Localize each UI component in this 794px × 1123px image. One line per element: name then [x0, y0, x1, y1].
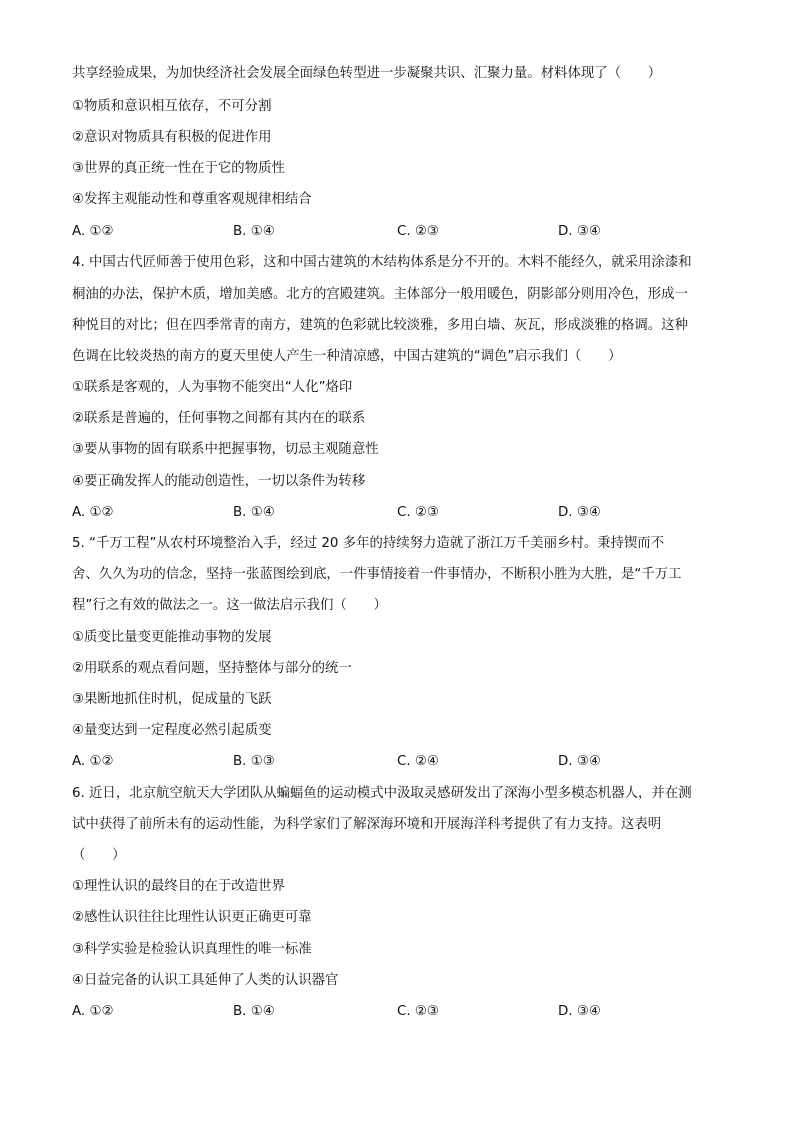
q6-options: [72, 1002, 732, 1022]
q3-item-1: ①物质和意识相互依存，不可分割: [72, 99, 272, 114]
q3-option-b: B. ①④: [233, 224, 275, 239]
q6-item-2: ②感性认识往往比理性认识更正确更可靠: [72, 910, 312, 925]
q3-item-2: ②意识对物质具有积极的促进作用: [72, 130, 272, 145]
q5-option-d: D. ③④: [558, 754, 601, 769]
q5-option-a: A. ①②: [72, 754, 114, 769]
q5-stem-line-2: 舍、久久为功的信念，坚持一张蓝图绘到底，一件事情接着一件事情办，不断积小胜为大胜，是“千万工: [72, 567, 682, 582]
q5-option-b: B. ①③: [233, 754, 275, 769]
q5-stem-line-1: 5. “千万工程”从农村环境整治入手，经过 20 多年的持续努力造就了浙江万千美丽乡村。秉持锲而不: [72, 536, 665, 551]
q3-option-a: A. ①②: [72, 224, 114, 239]
q6-item-3: ③科学实验是检验认识真理性的唯一标准: [72, 942, 312, 957]
q4-option-a: A. ①②: [72, 505, 114, 520]
q6-option-a: A. ①②: [72, 1004, 114, 1019]
q4-item-2: ②联系是普遍的，任何事物之间都有其内在的联系: [72, 411, 366, 426]
q5-option-c: C. ②④: [397, 754, 439, 769]
q5-stem-line-3: 程”行之有效的做法之一。这一做法启示我们（ ）: [72, 598, 387, 613]
q5-item-4: ④量变达到一定程度必然引起质变: [72, 723, 272, 738]
q4-item-1: ①联系是客观的，人为事物不能突出“人化”烙印: [72, 380, 353, 395]
q3-stem: 共享经验成果，为加快经济社会发展全面绿色转型进一步凝聚共识、汇聚力量。材料体现了（ ）: [72, 66, 662, 81]
q4-item-4: ④要正确发挥人的能动创造性，一切以条件为转移: [72, 474, 366, 489]
q4-stem-line-1: 4. 中国古代匠师善于使用色彩，这和中国古建筑的木结构体系是分不开的。木料不能经久，就采用涂漆和: [72, 255, 692, 270]
q6-stem-line-1: 6. 近日，北京航空航天大学团队从蝙蝠鱼的运动模式中汲取灵感研发出了深海小型多模态机器人，并在测: [72, 786, 692, 801]
q3-option-d: D. ③④: [558, 224, 601, 239]
q4-stem-line-2: 桐油的办法，保护木质，增加美感。北方的宫殿建筑。主体部分一般用暖色，阴影部分则用冷色，形成一: [72, 287, 688, 302]
q5-options: [72, 752, 732, 772]
q3-options: [72, 222, 732, 242]
q4-option-b: B. ①④: [233, 505, 275, 520]
q6-item-1: ①理性认识的最终目的在于改造世界: [72, 879, 285, 894]
q5-item-3: ③果断地抓住时机，促成量的飞跃: [72, 692, 272, 707]
q4-options: [72, 503, 732, 523]
q5-item-2: ②用联系的观点看问题，坚持整体与部分的统一: [72, 661, 352, 676]
q3-item-4: ④发挥主观能动性和尊重客观规律相结合: [72, 192, 312, 207]
q6-stem-line-2: 试中获得了前所未有的运动性能，为科学家们了解深海环境和开展海洋科考提供了有力支持。这表明: [72, 817, 662, 832]
q6-stem-line-3: （ ）: [72, 848, 126, 863]
q4-item-3: ③要从事物的固有联系中把握事物，切忌主观随意性: [72, 442, 379, 457]
q6-option-c: C. ②③: [397, 1004, 439, 1019]
q6-item-4: ④日益完备的认识工具延伸了人类的认识器官: [72, 973, 339, 988]
q4-option-d: D. ③④: [558, 505, 601, 520]
q4-option-c: C. ②③: [397, 505, 439, 520]
q3-option-c: C. ②③: [397, 224, 439, 239]
q6-option-d: D. ③④: [558, 1004, 601, 1019]
q4-stem-line-3: 种悦目的对比；但在四季常青的南方，建筑的色彩就比较淡雅，多用白墙、灰瓦，形成淡雅的格调。这种: [72, 318, 688, 333]
q6-option-b: B. ①④: [233, 1004, 275, 1019]
q5-item-1: ①质变比量变更能推动事物的发展: [72, 630, 272, 645]
q4-stem-line-4: 色调在比较炎热的南方的夏天里使人产生一种清凉感，中国古建筑的“调色”启示我们（ ）: [72, 349, 622, 364]
q3-item-3: ③世界的真正统一性在于它的物质性: [72, 161, 285, 176]
